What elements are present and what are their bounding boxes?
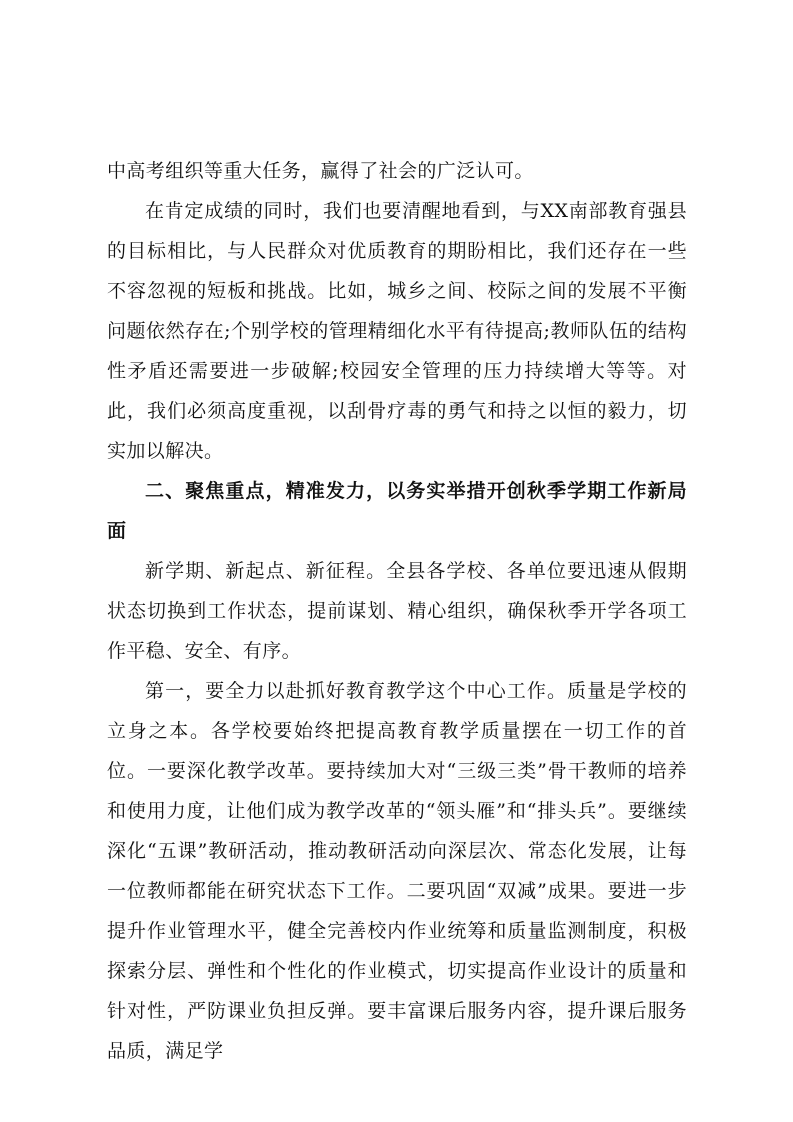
paragraph-new-semester: 新学期、新起点、新征程。全县各学校、各单位要迅速从假期状态切换到工作状态，提前谋划、精心组织，确保秋季开学各项工作平稳、安全、有序。 [107,560,687,662]
paragraph-shortcomings: 在肯定成绩的同时，我们也要清醒地看到，与XX南部教育强县的目标相比，与人民群众对优质教育的期盼相比，我们还存在一些不容忽视的短板和挑战。比如，城乡之间、校际之间的发展不平衡问题依然存在;个别学校的管理精细化水平有待提高;教师队伍的结构性矛盾还需要进一步破解;校园安全管理的压力持续增大等等。对此，我们必须高度重视，以刮骨疗毒的勇气和持之以恒的毅力，切实加以解决。 [107,200,687,462]
section-heading-two: 二、聚焦重点，精准发力，以务实举措开创秋季学期工作新局面 [107,480,687,542]
paragraph-teaching-quality: 第一，要全力以赴抓好教育教学这个中心工作。质量是学校的立身之本。各学校要始终把提高教育教学质量摆在一切工作的首位。一要深化教学改革。要持续加大对“三级三类”骨干教师的培养和使用力度，让他们成为教学改革的“领头雁”和“排头兵”。要继续深化“五课”教研活动，推动教研活动向深层次、常态化发展，让每一位教师都能在研究状态下工作。二要巩固“双减”成果。要进一步提升作业管理水平，健全完善校内作业统筹和质量监测制度，积极探索分层、弹性和个性化的作业模式，切实提高作业设计的质量和针对性，严防课业负担反弹。要丰富课后服务内容，提升课后服务品质，满足学 [107,680,687,1062]
document-body [107,151,687,1071]
paragraph-continued: 中高考组织等重大任务，赢得了社会的广泛认可。 [107,160,534,182]
